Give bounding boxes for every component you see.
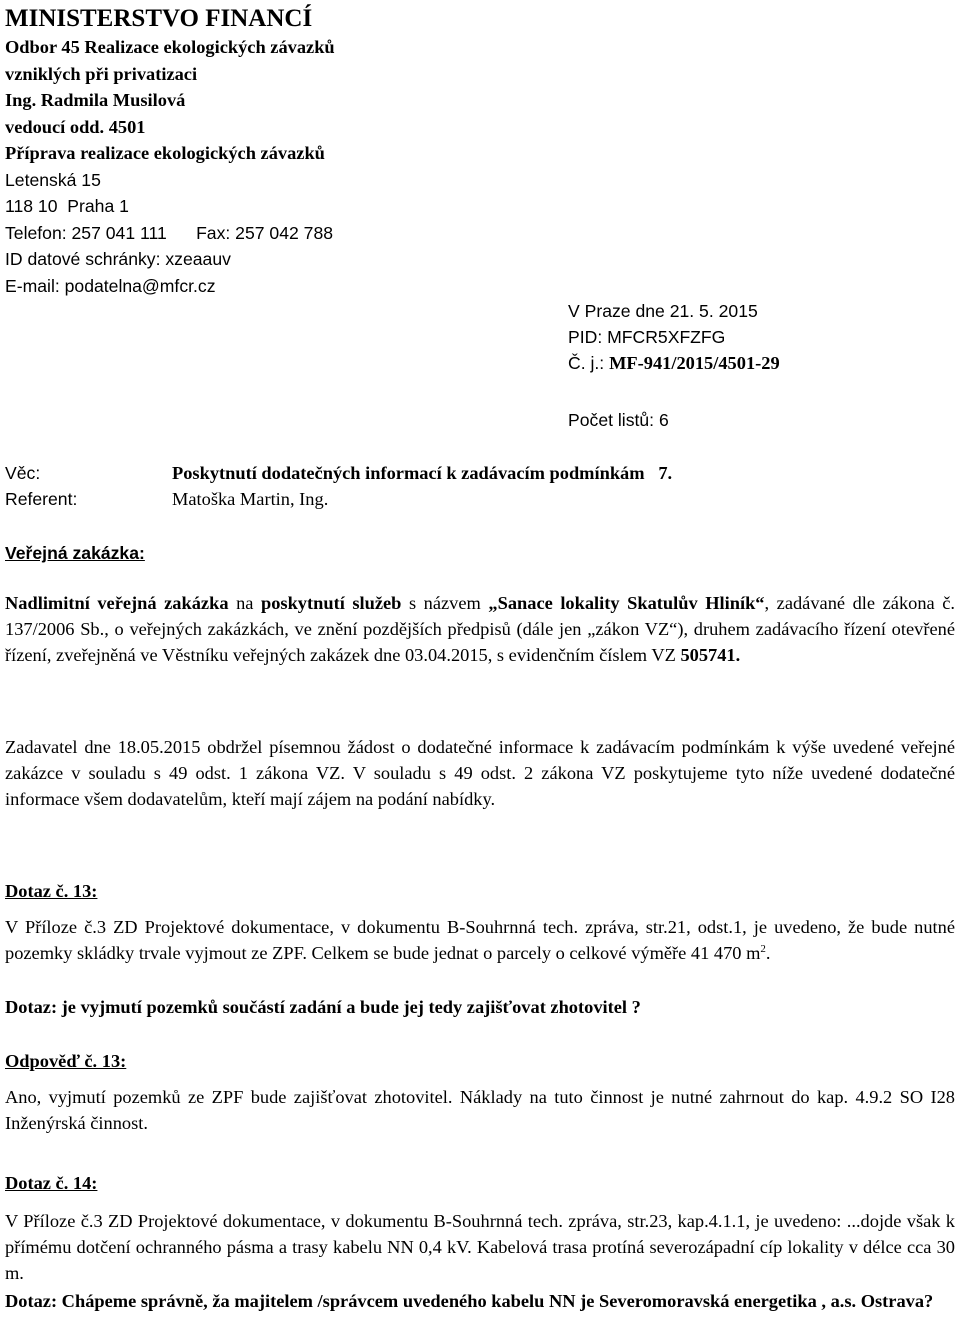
question-14-question: Dotaz: Chápeme správně, ža majitelem /správcem uvedeného kabelu NN je Severomoravská energetika , a.s. Ostrava? (5, 1291, 934, 1311)
subject-row (5, 460, 955, 486)
text-run: V Příloze č.3 ZD Projektové dokumentace, v dokumentu B-Souhrnná tech. zpráva, str.21, odst.1, je uvedeno, že bude nutné pozemky skládky trvale vyjmout ze ZPF. Celkem se bude jednat o parcely o celkové výměře 41 470 m (5, 917, 955, 963)
letterhead (5, 0, 955, 299)
question-13-heading (5, 878, 955, 904)
cj-label: Č. j.: (568, 353, 610, 373)
letter-meta (568, 298, 780, 376)
question-14-heading (5, 1170, 955, 1196)
text-run: . (765, 943, 771, 963)
address-line: ID datové schránky: xzeaauv (5, 249, 231, 269)
request-paragraph: Zadavatel dne 18.05.2015 obdržel písemnou žádost o dodatečné informace k zadávacím podmínkám k výše uvedené veřejné zakázce v souladu s 49 odst. 1 zákona VZ. V souladu s 49 odst. 2 zákona VZ poskytujeme tyto níže uvedené dodatečné informace všem dodavatelům, kteří mají zájem na podání nabídky. (5, 737, 955, 809)
text-run: , zadávané dle zákona č. 137/2006 Sb., o veřejných zakázkách, ve znění pozdějších předpisů (dále jen „zákon VZ“), druhem zadávacího řízení otevřené řízení, zveřejněná ve Věstníku veřejných zakázek dne 03.04.2015, s evidenčním číslem VZ (5, 593, 956, 665)
dept-line: Příprava realizace ekologických závazků (5, 143, 325, 163)
contract-service: poskytnutí služeb (260, 593, 402, 613)
contract-number: 505741. (680, 645, 741, 665)
question-heading: Dotaz č. 13: (5, 881, 98, 901)
referent-value: Matoška Martin, Ing. (172, 489, 329, 509)
superscript: 2 (760, 942, 766, 955)
question-heading: Dotaz č. 14: (5, 1173, 98, 1193)
subject-label: Věc: (5, 463, 41, 483)
letter-pid: PID: MFCR5XFZFG (568, 327, 726, 347)
page-count: Počet listů: 6 (568, 410, 669, 430)
address-line: E-mail: podatelna@mfcr.cz (5, 275, 216, 296)
contract-type: Nadlimitní veřejná zakázka (5, 593, 229, 613)
question-14-text: V Příloze č.3 ZD Projektové dokumentace, v dokumentu B-Souhrnná tech. zpráva, str.23, kap.4.1.1, je uvedeno: ...dojde však k přímému dotčení ochranného pásma a trasy kabelu NN 0,4 kV. Kabelová trasa protíná severozápadní cíp lokality v délce cca 30 m. (5, 1211, 955, 1283)
text-run: s názvem (401, 593, 489, 613)
referent-label: Referent: (5, 489, 78, 509)
answer-13-heading (5, 1048, 955, 1074)
answer-heading: Odpověď č. 13: (5, 1051, 127, 1071)
question-13-question: Dotaz: je vyjmutí pozemků součástí zadání a bude jej tedy zajišťovat zhotovitel ? (5, 997, 641, 1017)
question-13-text (5, 914, 955, 966)
address-line: 118 10 Praha 1 (5, 196, 129, 216)
referent-row (5, 486, 955, 512)
contract-title: „Sanace lokality Skatulův Hliník“ (488, 593, 765, 613)
dept-line: Ing. Radmila Musilová (5, 90, 186, 110)
cj-value: MF-941/2015/4501-29 (609, 353, 780, 373)
address-line: Letenská 15 (5, 169, 101, 190)
address-line: Telefon: 257 041 111 Fax: 257 042 788 (5, 222, 334, 243)
answer-13-text: Ano, vyjmutí pozemků ze ZPF bude zajišťovat zhotovitel. Náklady na tuto činnost je nutné zahrnout do kap. 4.9.2 SO I28 Inženýrská činnost. (5, 1087, 955, 1133)
subject-block (5, 460, 955, 512)
contract-heading: Veřejná zakázka: (5, 543, 145, 563)
dept-line: Odbor 45 Realizace ekologických závazků (5, 37, 335, 57)
dept-line: vzniklých při privatizaci (5, 63, 198, 84)
text-run: na (228, 593, 261, 613)
subject-value: Poskytnutí dodatečných informací k zadávacím podmínkám 7. (172, 463, 673, 483)
dept-line: vedoucí odd. 4501 (5, 116, 146, 137)
letter-cj (568, 350, 780, 376)
letter-date: V Praze dne 21. 5. 2015 (568, 301, 758, 321)
ministry-name: MINISTERSTVO FINANCÍ (5, 5, 313, 32)
contract-paragraph (5, 590, 955, 668)
